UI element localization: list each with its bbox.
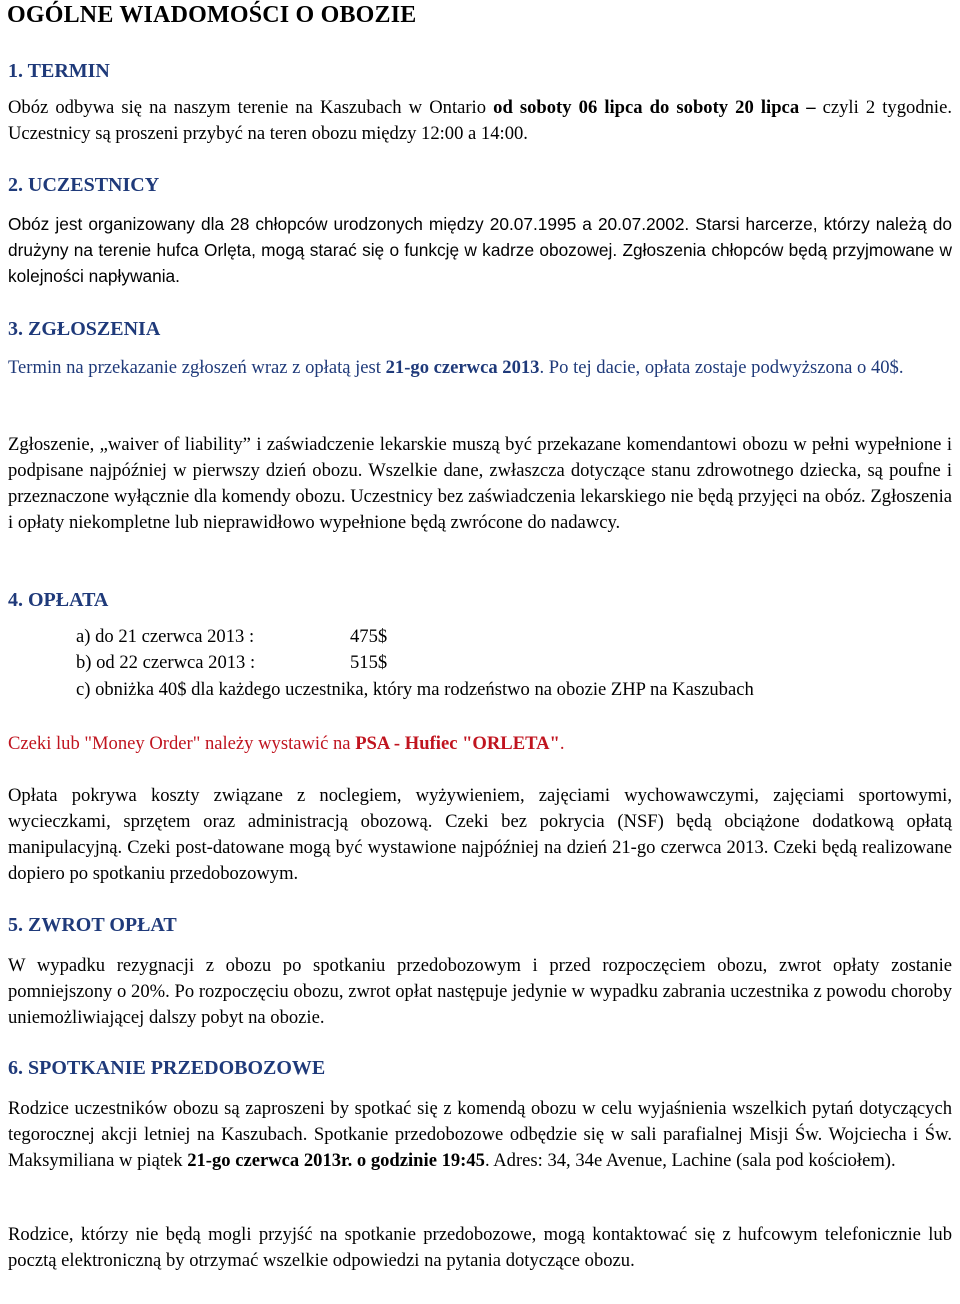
- heading-zgloszenia: 3. ZGŁOSZENIA: [8, 318, 161, 340]
- spotkanie-text-a: Rodzice uczestników obozu są zaproszeni by spotkać się z komendą obozu w celu wyjaśnienia wszelkich pytań dotyczących tegorocznej akcji letniej na Kaszubach. Spotkanie przedobozowe odbędzie się w sali parafialnej Misji Św. Wojciecha i Św. Maksymiliana w piątek: [8, 1098, 952, 1171]
- heading-spotkanie: 6. SPOTKANIE PRZEDOBOZOWE: [8, 1057, 326, 1079]
- fee-row-a: [76, 624, 387, 650]
- paragraph-cheque-payee: [8, 731, 952, 757]
- heading-zwrot: 5. ZWROT OPŁAT: [8, 914, 177, 936]
- cheque-text-a: Czeki lub "Money Order" należy wystawić na: [8, 733, 356, 754]
- paragraph-zgloszenia-termin: [8, 355, 952, 381]
- fee-row-b: [76, 650, 387, 676]
- paragraph-uczestnicy: Obóz jest organizowany dla 28 chłopców urodzonych między 20.07.1995 a 20.07.2002. Starsi harcerze, którzy należą do drużyny na terenie hufca Orlęta, mogą starać się o funkcję w kadrze obozowej. Zgłoszenia chłopców będą przyjmowane w kolejności napływania.: [8, 214, 952, 286]
- heading-oplata: 4. OPŁATA: [8, 589, 109, 611]
- paragraph-spotkanie-kontakt: Rodzice, którzy nie będą mogli przyjść na spotkanie przedobozowe, mogą kontaktować się z hufcowym telefonicznie lub pocztą elektroniczną by otrzymać wszelkie odpowiedzi na pytania dotyczące obozu.: [8, 1224, 952, 1271]
- paragraph-oplata-koszty: Opłata pokrywa koszty związane z noclegiem, wyżywieniem, zajęciami wychowawczymi, zajęciami sportowymi, wycieczkami, sprzętem oraz administracją obozową. Czeki bez pokrycia (NSF) będą obciążone dodatkową opłatą manipulacyjną. Czeki post-datowane mogą być wystawione najpóźniej na dzień 21-go czerwca 2013. Czeki będą realizowane dopiero po spotkaniu przedobozowym.: [8, 785, 952, 884]
- termin-text-a: Obóz odbywa się na naszym terenie na Kaszubach w Ontario: [8, 97, 494, 118]
- fee-row-c: c) obniżka 40$ dla każdego uczestnika, który ma rodzeństwo na obozie ZHP na Kaszubach: [76, 679, 754, 700]
- termin-text-c: czyli 2 tygodnie. Uczestnicy są proszeni przybyć na teren obozu między 12:00 a 14:00.: [8, 97, 952, 144]
- fee-label: a) do 21 czerwca 2013 :: [76, 626, 255, 647]
- paragraph-termin: [8, 95, 952, 147]
- fee-value: 515$: [350, 652, 388, 673]
- fee-value: 475$: [350, 626, 388, 647]
- cheque-text-c: .: [559, 733, 565, 754]
- termin-dates: od soboty 06 lipca do soboty 20 lipca –: [493, 97, 816, 118]
- paragraph-zgloszenia-dokumenty: Zgłoszenie, „waiver of liability” i zaświadczenie lekarskie muszą być przekazane komendantowi obozu w pełni wypełnione i podpisane najpóźniej w pierwszy dzień obozu. Wszelkie dane, zwłaszcza dotyczące stanu zdrowotnego dziecka, są poufne i przeznaczone wyłącznie dla komendy obozu. Uczestnicy bez zaświadczenia lekarskiego nie będą przyjęci na obóz. Zgłoszenia i opłaty niekompletne lub nieprawidłowo wypełnione będą zwrócone do nadawcy.: [8, 434, 952, 533]
- fee-label: b) od 22 czerwca 2013 :: [76, 652, 256, 673]
- heading-uczestnicy: 2. UCZESTNICY: [8, 174, 160, 196]
- spotkanie-date: 21-go czerwca 2013r. o godzinie 19:45: [187, 1150, 485, 1171]
- heading-termin: 1. TERMIN: [8, 60, 110, 82]
- zgloszenia-text-a: Termin na przekazanie zgłoszeń wraz z opłatą jest: [8, 357, 386, 378]
- zgloszenia-text-c: . Po tej dacie, opłata zostaje podwyższona o 40$.: [539, 357, 904, 378]
- paragraph-spotkanie: [8, 1096, 952, 1174]
- document-title: OGÓLNE WIADOMOŚCI O OBOZIE: [7, 2, 417, 28]
- cheque-payee: PSA - Hufiec "ORLETA": [355, 733, 560, 754]
- paragraph-zwrot: W wypadku rezygnacji z obozu po spotkaniu przedobozowym i przed rozpoczęciem obozu, zwrot opłaty zostanie pomniejszony o 20%. Po rozpoczęciu obozu, zwrot opłat następuje jedynie w wypadku zabrania uczestnika z powodu choroby uniemożliwiającej dalszy pobyt na obozie.: [8, 955, 952, 1028]
- zgloszenia-deadline: 21-go czerwca 2013: [385, 357, 540, 378]
- spotkanie-text-c: . Adres: 34, 34e Avenue, Lachine (sala pod kościołem).: [484, 1150, 896, 1171]
